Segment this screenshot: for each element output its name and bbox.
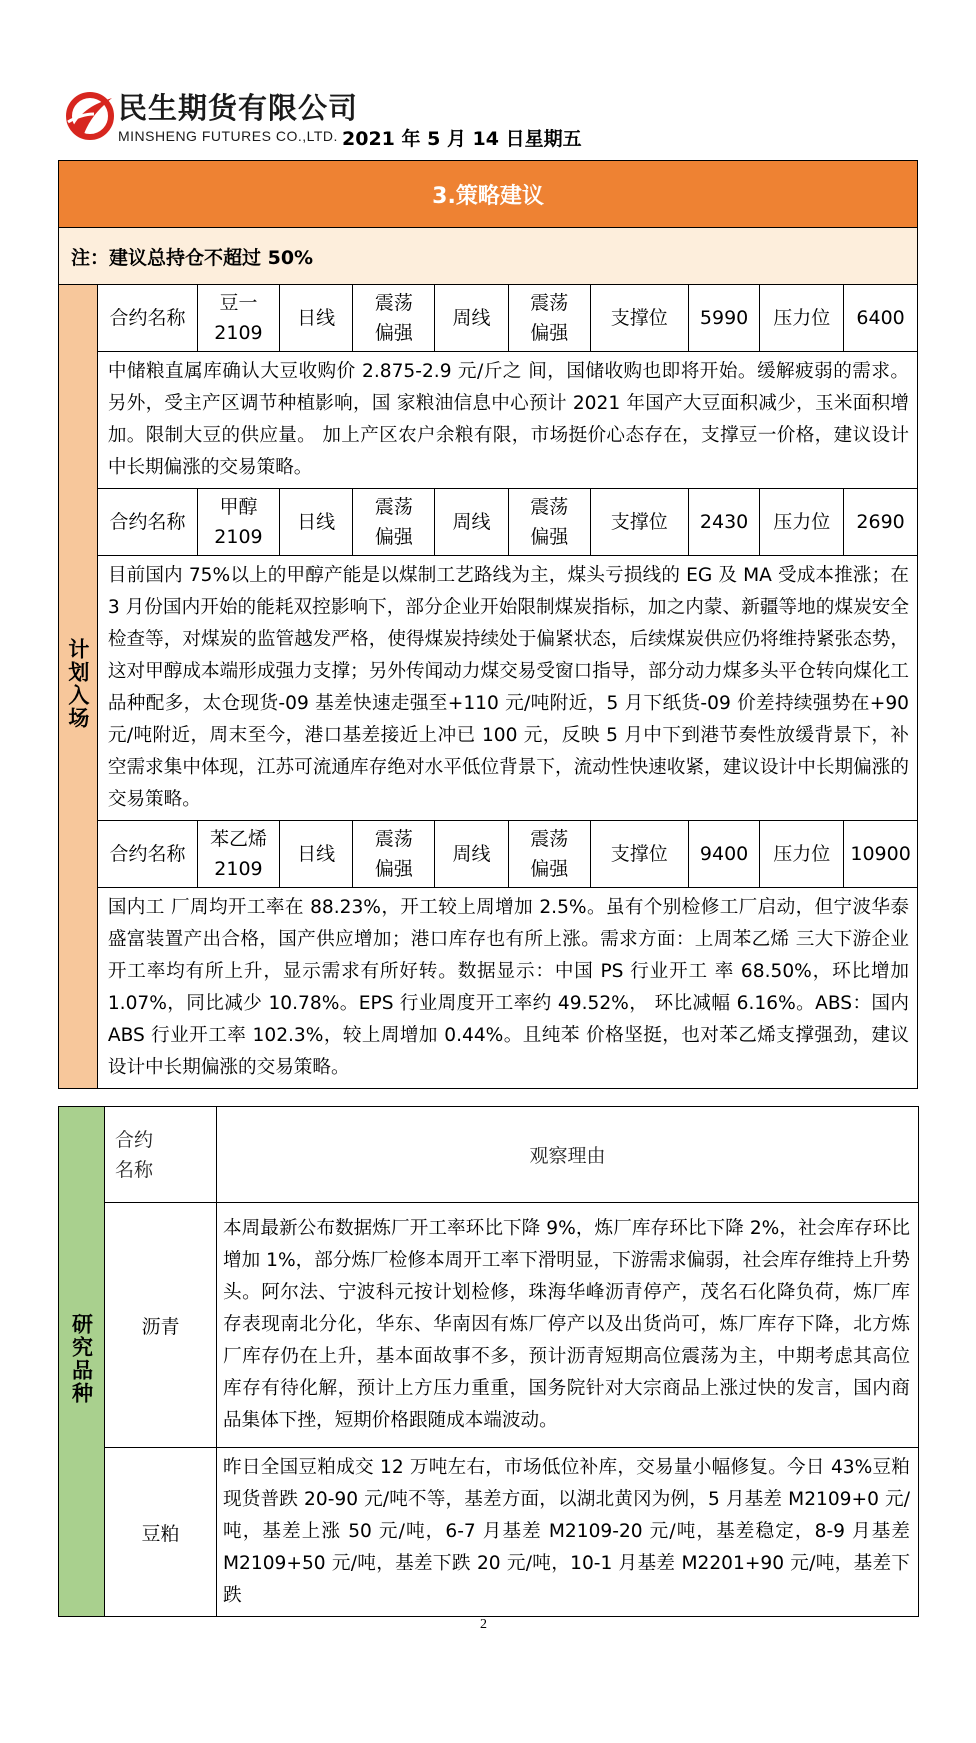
resistance-value: 6400: [844, 285, 918, 352]
research-contract-name: 沥青: [105, 1203, 217, 1448]
research-table: [58, 1106, 919, 1617]
plan-header-row: [59, 821, 918, 888]
contract-label: 合约名称: [97, 489, 197, 556]
contract-name: 甲醇 2109: [198, 489, 280, 556]
col-header-contract: 合约 名称: [105, 1107, 217, 1203]
contract-label: 合约名称: [97, 821, 197, 888]
resistance-label: 压力位: [760, 285, 844, 352]
position-note: 注：建议总持仓不超过 50%: [59, 228, 918, 285]
minsheng-logo-icon: [64, 88, 116, 140]
contract-label: 合约名称: [97, 285, 197, 352]
report-date: 2021 年 5 月 14 日星期五: [342, 128, 582, 150]
report-header: [64, 82, 924, 152]
col-header-reason: 观察理由: [217, 1107, 919, 1203]
support-label: 支撑位: [590, 489, 688, 556]
contract-name: 豆一 2109: [198, 285, 280, 352]
support-value: 5990: [688, 285, 760, 352]
company-name-cn: 民生期货有限公司: [118, 91, 359, 125]
strategy-table: [58, 160, 918, 1089]
resistance-value: 2690: [844, 489, 918, 556]
weekly-label: 周线: [435, 489, 509, 556]
daily-value: 震荡 偏强: [353, 285, 435, 352]
support-value: 2430: [688, 489, 760, 556]
company-name-en: MINSHENG FUTURES CO.,LTD.: [118, 128, 338, 144]
weekly-value: 震荡 偏强: [508, 489, 590, 556]
page-number: 2: [480, 1617, 487, 1632]
weekly-label: 周线: [435, 821, 509, 888]
side-label-research: 研究品种: [59, 1107, 105, 1617]
resistance-label: 压力位: [760, 821, 844, 888]
daily-label: 日线: [279, 489, 353, 556]
contract-name: 苯乙烯 2109: [198, 821, 280, 888]
research-reason-text: 昨日全国豆粕成交 12 万吨左右，市场低位补库，交易量小幅修复。今日 43%豆粕现货普跌 20-90 元/吨不等，基差方面，以湖北黄冈为例，5 月基差 M2109+0 元/吨，基差上涨 50 元/吨，6-7 月基差 M2109-20 元/吨，基差稳定，8-9 月基差 M2109+50 元/吨，基差下跌 20 元/吨，10-1 月基差 M2201+90 元/吨，基差下跌: [217, 1448, 919, 1617]
support-label: 支撑位: [590, 821, 688, 888]
section-title: 3.策略建议: [59, 161, 918, 228]
daily-label: 日线: [279, 285, 353, 352]
plan-header-row: [59, 285, 918, 352]
weekly-label: 周线: [435, 285, 509, 352]
side-label-plan-entry: 计划入场: [59, 285, 98, 1089]
resistance-value: 10900: [844, 821, 918, 888]
resistance-label: 压力位: [760, 489, 844, 556]
research-reason-text: 本周最新公布数据炼厂开工率环比下降 9%，炼厂库存环比下降 2%，社会库存环比增加 1%，部分炼厂检修本周开工率下滑明显，下游需求偏弱，社会库存维持上升势头。阿尔法、宁波科元按计划检修，珠海华峰沥青停产，茂名石化降负荷，炼厂库存表现南北分化，华东、华南因有炼厂停产以及出货尚可，炼厂库存下降，北方炼厂库存仍在上升，基本面故事不多，预计沥青短期高位震荡为主，中期考虑其高位库存有待化解，预计上方压力重重，国务院针对大宗商品上涨过快的发言，国内商品集体下挫，短期价格跟随成本端波动。: [217, 1203, 919, 1448]
plan-analysis-text: 中储粮直属库确认大豆收购价 2.875-2.9 元/斤之 间，国储收购也即将开始。缓解疲弱的需求。另外，受主产区调节种植影响，国 家粮油信息中心预计 2021 年国产大豆面积减少，玉米面积增加。限制大豆的供应量。 加上产区农户余粮有限，市场挺价心态存在，支撑豆一价格，建议设计中长期偏涨的交易策略。: [97, 352, 917, 489]
plan-header-row: [59, 489, 918, 556]
daily-value: 震荡 偏强: [353, 489, 435, 556]
weekly-value: 震荡 偏强: [508, 821, 590, 888]
plan-analysis-text: 国内工 厂周均开工率在 88.23%，开工较上周增加 2.5%。虽有个别检修工厂启动，但宁波华泰盛富装置产出合格，国产供应增加；港口库存也有所上涨。需求方面：上周苯乙烯 三大下游企业开工率均有所上升，显示需求有所好转。数据显示：中国 PS 行业开工 率 68.50%，环比增加 1.07%，同比减少 10.78%。EPS 行业周度开工率约 49.52%， 环比减幅 6.16%。ABS：国内 ABS 行业开工率 102.3%，较上周增加 0.44%。且纯苯 价格坚挺，也对苯乙烯支撑强劲，建议设计中长期偏涨的交易策略。: [97, 888, 917, 1089]
research-contract-name: 豆粕: [105, 1448, 217, 1617]
plan-analysis-text: 目前国内 75%以上的甲醇产能是以煤制工艺路线为主，煤头亏损线的 EG 及 MA 受成本推涨；在 3 月份国内开始的能耗双控影响下，部分企业开始限制煤炭指标，加之内蒙、新疆等地的煤炭安全检查等，对煤炭的监管越发严格，使得煤炭持续处于偏紧状态，后续煤炭供应仍将维持紧张态势，这对甲醇成本端形成强力支撑；另外传闻动力煤交易受窗口指导，部分动力煤多头平仓转向煤化工品种配多，太仓现货-09 基差快速走强至+110 元/吨附近，5 月下纸货-09 价差持续强势在+90 元/吨附近，周末至今，港口基差接近上冲已 100 元，反映 5 月中下到港节奏性放缓背景下，补空需求集中体现，江苏可流通库存绝对水平低位背景下，流动性快速收紧，建议设计中长期偏涨的交易策略。: [97, 556, 917, 821]
daily-value: 震荡 偏强: [353, 821, 435, 888]
support-label: 支撑位: [590, 285, 688, 352]
support-value: 9400: [688, 821, 760, 888]
daily-label: 日线: [279, 821, 353, 888]
weekly-value: 震荡 偏强: [508, 285, 590, 352]
